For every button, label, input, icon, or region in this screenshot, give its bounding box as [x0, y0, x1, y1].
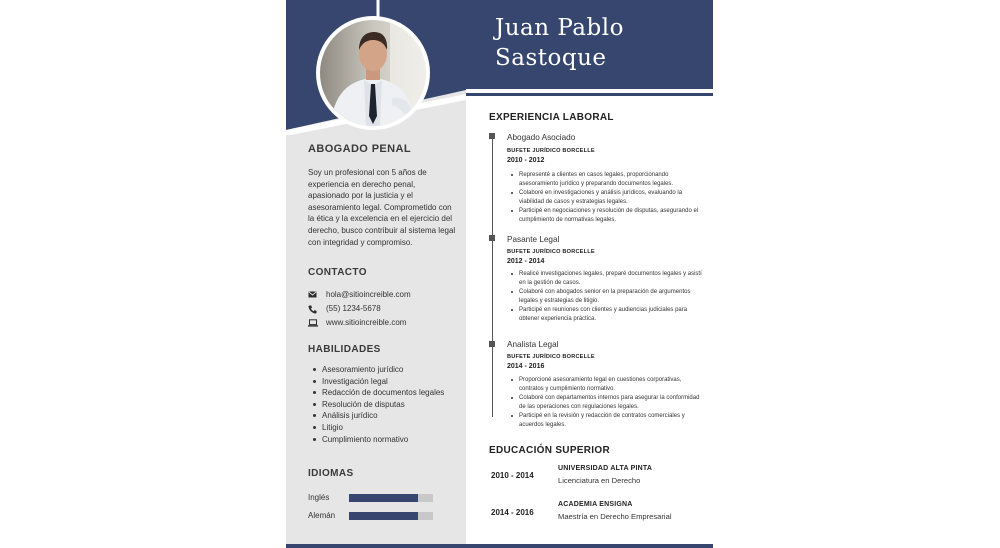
job-bullet: Colaboré en investigaciones y análisis jurídicos, evaluando la viabilidad de casos y estrategias legales.	[507, 189, 702, 207]
job-dates: 2012 - 2014	[507, 258, 545, 265]
job-bullet: Participé en reuniones con clientes y audiencias judiciales para obtener experiencia práctica.	[507, 306, 702, 324]
language-label-english: Inglés	[308, 493, 330, 502]
contact-phone-text: (55) 1234-5678	[326, 304, 381, 313]
job-bullet: Realicé investigaciones legales, preparé documentos legales y asistí en la gestión de casos.	[507, 270, 702, 288]
education-years: 2014 - 2016	[491, 508, 534, 517]
skill-item: Resolución de disputas	[308, 399, 458, 411]
job-dates: 2014 - 2016	[507, 363, 545, 370]
job-bullets	[507, 171, 702, 225]
timeline-marker	[489, 133, 495, 139]
profile-photo-frame	[316, 16, 430, 130]
job-bullets	[507, 376, 702, 430]
languages-title: IDIOMAS	[308, 468, 354, 479]
email-icon	[308, 291, 317, 299]
timeline-line	[492, 135, 493, 417]
contact-website-text: www.sitioincreible.com	[326, 318, 407, 327]
timeline-marker	[489, 341, 495, 347]
skills-title: HABILIDADES	[308, 344, 381, 355]
education-school: ACADEMIA ENSIGNA	[558, 501, 633, 508]
job-company: BUFETE JURÍDICO BORCELLE	[507, 249, 595, 255]
education-school: UNIVERSIDAD ALTA PINTA	[558, 465, 653, 472]
language-bar-german	[349, 512, 433, 520]
education-years: 2010 - 2014	[491, 471, 534, 480]
timeline-marker	[489, 235, 495, 241]
language-bar-english	[349, 494, 433, 502]
language-bar-english-fill	[349, 494, 418, 502]
skill-item: Análisis jurídico	[308, 410, 458, 422]
profile-title: ABOGADO PENAL	[308, 143, 411, 155]
skill-item: Investigación legal	[308, 376, 458, 388]
job-bullet: Participé en negociaciones y resolución de disputas, asegurando el cumplimiento de normativas legales.	[507, 207, 702, 225]
skill-item: Litigio	[308, 422, 458, 434]
education-degree: Maestría en Derecho Empresarial	[558, 512, 672, 521]
phone-icon	[308, 305, 317, 314]
contact-email-text: hola@sitioincreible.com	[326, 290, 411, 299]
skills-list	[308, 364, 458, 445]
job-bullets	[507, 270, 702, 324]
skill-item: Cumplimiento normativo	[308, 434, 458, 446]
job-bullet: Proporcioné asesoramiento legal en cuestiones corporativas, contratos y cumplimiento normativo.	[507, 376, 702, 394]
name-header	[466, 0, 713, 89]
education-title: EDUCACIÓN SUPERIOR	[489, 445, 610, 456]
job-role: Pasante Legal	[507, 235, 560, 244]
job-role: Analista Legal	[507, 340, 559, 349]
job-bullet: Participé en la revisión y redacción de contratos comerciales y acuerdos legales.	[507, 412, 702, 430]
experience-title: EXPERIENCIA LABORAL	[489, 112, 614, 123]
job-company: BUFETE JURÍDICO BORCELLE	[507, 354, 595, 360]
job-role: Abogado Asociado	[507, 133, 576, 142]
language-label-german: Alemán	[308, 511, 336, 520]
sidebar-header-graphic	[286, 0, 466, 135]
job-bullet: Colaboré con abogados senior en la preparación de argumentos legales y estrategias de litigio.	[507, 288, 702, 306]
job-company: BUFETE JURÍDICO BORCELLE	[507, 148, 595, 154]
profile-photo	[320, 20, 426, 126]
contact-title: CONTACTO	[308, 267, 367, 278]
education-degree: Licenciatura en Derecho	[558, 476, 641, 485]
skill-item: Asesoramiento jurídico	[308, 364, 458, 376]
resume-page	[286, 0, 713, 548]
job-dates: 2010 - 2012	[507, 157, 545, 164]
footer-bar	[286, 544, 713, 548]
job-bullet: Colaboré con departamentos internos para asegurar la conformidad de las operaciones con regulaciones legales.	[507, 394, 702, 412]
skill-item: Redacción de documentos legales	[308, 387, 458, 399]
name-first-line: Juan Pablo	[495, 15, 624, 41]
job-bullet: Representé a clientes en casos legales, proporcionando asesoramiento jurídico y preparando documentos legales.	[507, 171, 702, 189]
name-second-line: Sastoque	[495, 45, 607, 71]
profile-summary: Soy un profesional con 5 años de experiencia en derecho penal, apasionado por la justicia y el asesoramiento legal. Comprometido con la ética y la excelencia en el ejercicio del derecho, busco contribuir al sistema legal con integridad y compromiso.	[308, 168, 456, 247]
laptop-icon	[308, 319, 318, 327]
header-rule	[466, 93, 713, 96]
language-bar-german-fill	[349, 512, 418, 520]
